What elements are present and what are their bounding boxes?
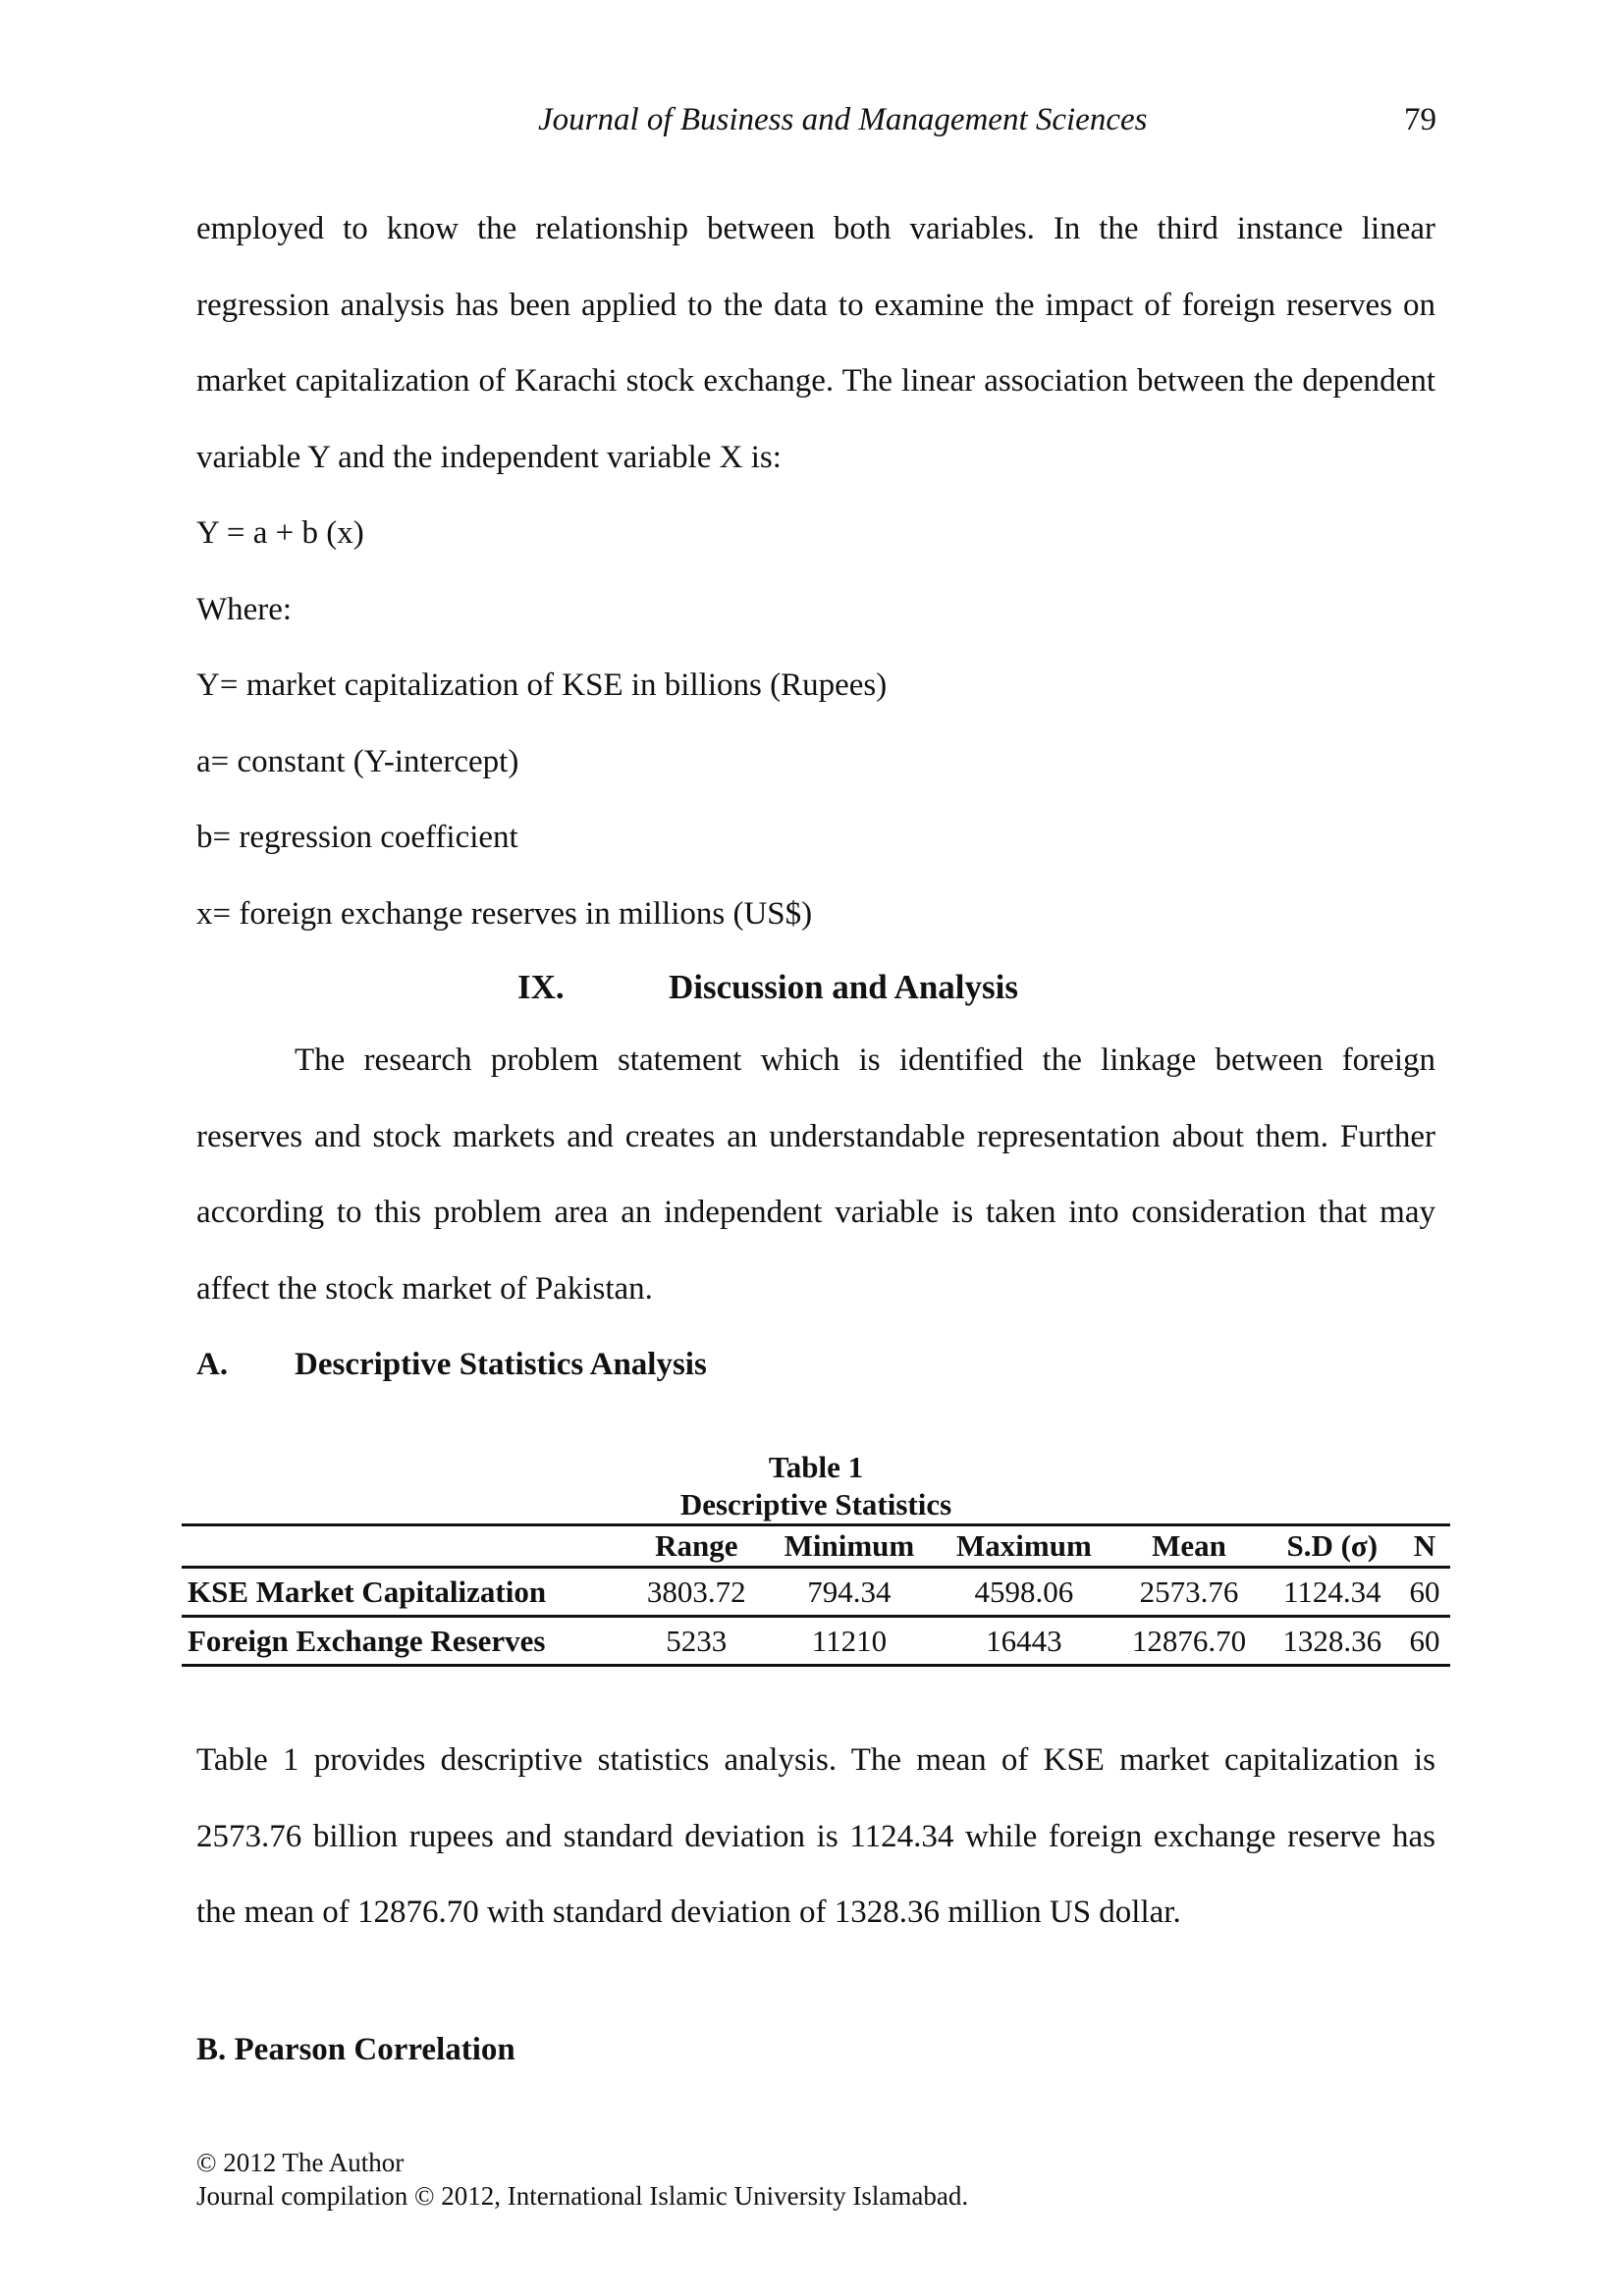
table-cell: 12876.70: [1131, 1623, 1247, 1658]
table-row: [182, 1617, 1450, 1666]
page-footer: [196, 2146, 968, 2213]
paragraph-discussion: The research problem statement which is identified the linkage between foreign reserves and stock markets and creates an understandable representation about them. Further according to this problem area an independent variable is taken into consideration that may affect the stock market of Pakistan.: [196, 1042, 1435, 1307]
journal-title: Journal of Business and Management Sciences: [538, 102, 1148, 137]
body-text-after-table: [196, 1723, 1435, 1951]
table-row: [182, 1568, 1450, 1617]
definition-a: a= constant (Y-intercept): [196, 743, 519, 779]
definition-y: Y= market capitalization of KSE in billions (Rupees): [196, 667, 888, 703]
table-cell: 60: [1409, 1623, 1440, 1658]
running-head: [0, 98, 1623, 141]
header-cell: Mean: [1152, 1528, 1226, 1563]
header-cell: [182, 1525, 629, 1568]
row-label: Foreign Exchange Reserves: [188, 1623, 546, 1658]
table-cell: 4598.06: [974, 1574, 1074, 1609]
paragraph-table-discussion: Table 1 provides descriptive statistics analysis. The mean of KSE market capitalization is 2573.76 billion rupees and standard deviation is 1124.34 while foreign exchange reserve has the mean of 12876.70 with standard deviation of 1328.36 million US dollar.: [196, 1742, 1435, 1930]
table-cell: 1124.34: [1282, 1574, 1381, 1609]
subsection-heading-b: B. Pearson Correlation: [196, 2032, 515, 2067]
subsection-number: A.: [196, 1347, 229, 1382]
table-cell: 3803.72: [646, 1574, 746, 1609]
table-header-row: [182, 1525, 1450, 1568]
table-1: [182, 1449, 1450, 1667]
header-cell: S.D (σ): [1286, 1528, 1379, 1563]
subsection-heading-a: [196, 1327, 1435, 1404]
section-number: IX.: [517, 968, 565, 1006]
page-number: 79: [1404, 102, 1436, 137]
descriptive-statistics-table: [182, 1523, 1450, 1667]
table-cell: 60: [1409, 1574, 1440, 1609]
section-heading: [196, 952, 1435, 1023]
table-cell: 5233: [666, 1623, 728, 1658]
row-label: KSE Market Capitalization: [188, 1574, 547, 1609]
where-label: Where:: [196, 591, 293, 627]
table-cell: 1328.36: [1282, 1623, 1382, 1658]
table-label: Table 1: [768, 1450, 864, 1484]
table-cell: 2573.76: [1139, 1574, 1239, 1609]
journal-compilation-line: Journal compilation © 2012, International Islamic University Islamabad.: [196, 2181, 969, 2211]
body-text: [196, 191, 1435, 1404]
regression-equation: Y = a + b (x): [196, 515, 364, 551]
header-cell: Minimum: [784, 1528, 915, 1563]
table-title: Descriptive Statistics: [679, 1487, 952, 1522]
definition-b: b= regression coefficient: [196, 820, 518, 855]
copyright-line: © 2012 The Author: [196, 2148, 405, 2177]
section-title: Discussion and Analysis: [669, 968, 1018, 1006]
paragraph-methodology: employed to know the relationship between both variables. In the third instance linear regression analysis has been applied to the data to examine the impact of foreign reserves on market capitalization of Karachi stock exchange. The linear association between the dependent variable Y and the independent variable X is:: [196, 211, 1435, 475]
subsection-title: Descriptive Statistics Analysis: [295, 1347, 707, 1382]
header-cell: N: [1413, 1528, 1436, 1563]
table-cell: 11210: [811, 1623, 888, 1658]
definition-x: x= foreign exchange reserves in millions (US$): [196, 895, 813, 932]
table-cell: 794.34: [807, 1574, 892, 1609]
header-cell: Maximum: [956, 1528, 1092, 1563]
table-cell: 16443: [986, 1623, 1062, 1658]
header-cell: Range: [655, 1528, 738, 1563]
